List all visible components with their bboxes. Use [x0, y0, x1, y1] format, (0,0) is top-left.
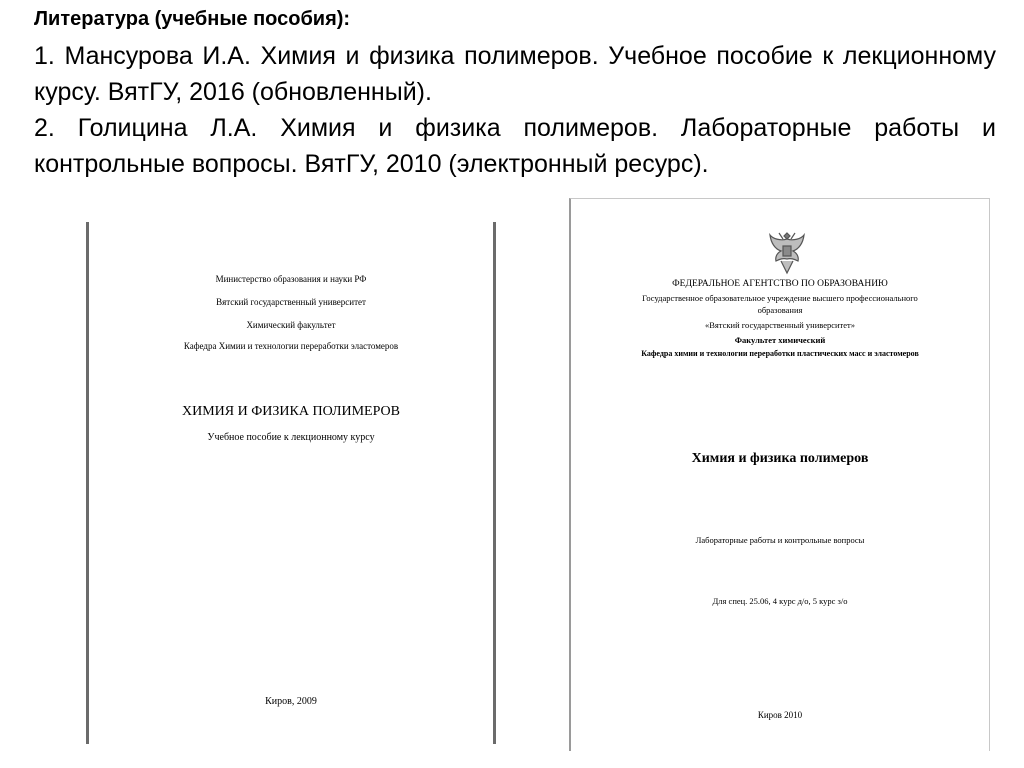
cover2-specialty: Для спец. 25.06, 4 курс д/о, 5 курс з/о [712, 596, 848, 606]
cover1-ministry: Министерство образования и науки РФ [215, 274, 367, 284]
cover2-department: Кафедра химии и технологии переработки пластических масс и эластомеров [641, 349, 919, 358]
cover1-subtitle: Учебное пособие к лекционному курсу [207, 432, 375, 443]
cover1-department: Кафедра Химии и технологии переработки эластомеров [183, 341, 399, 351]
cover1-university: Вятский государственный университет [216, 297, 366, 307]
cover2-agency: ФЕДЕРАЛЬНОЕ АГЕНТСТВО ПО ОБРАЗОВАНИЮ [672, 279, 888, 289]
cover1-title: ХИМИЯ И ФИЗИКА ПОЛИМЕРОВ [181, 404, 400, 419]
coat-of-arms-icon [767, 229, 807, 275]
reference-item-1: 1. Мансурова И.А. Химия и физика полимеров. Учебное пособие к лекционному курсу. ВятГУ, 2016 (обновленный). [34, 42, 996, 106]
cover1-city-year: Киров, 2009 [265, 696, 317, 707]
cover-page-lab-works [569, 198, 990, 751]
reference-list [34, 38, 996, 182]
cover2-institution-line1: Государственное образовательное учреждение высшего профессионального [642, 293, 918, 303]
cover2-city-year: Киров 2010 [757, 710, 803, 720]
cover1-faculty: Химический факультет [246, 320, 336, 330]
literature-heading: Литература (учебные пособия): [34, 8, 351, 30]
cover-page-lecture-course [86, 222, 496, 744]
cover2-subtitle: Лабораторные работы и контрольные вопросы [695, 535, 865, 545]
cover2-institution-line2: образования [757, 305, 803, 315]
cover2-title: Химия и физика полимеров [691, 451, 869, 466]
cover2-university: «Вятский государственный университет» [704, 320, 856, 330]
reference-item-2: 2. Голицина Л.А. Химия и физика полимеров. Лабораторные работы и контрольные вопросы. ВятГУ, 2010 (электронный ресурс). [34, 114, 996, 178]
cover2-faculty: Факультет химический [734, 335, 826, 345]
